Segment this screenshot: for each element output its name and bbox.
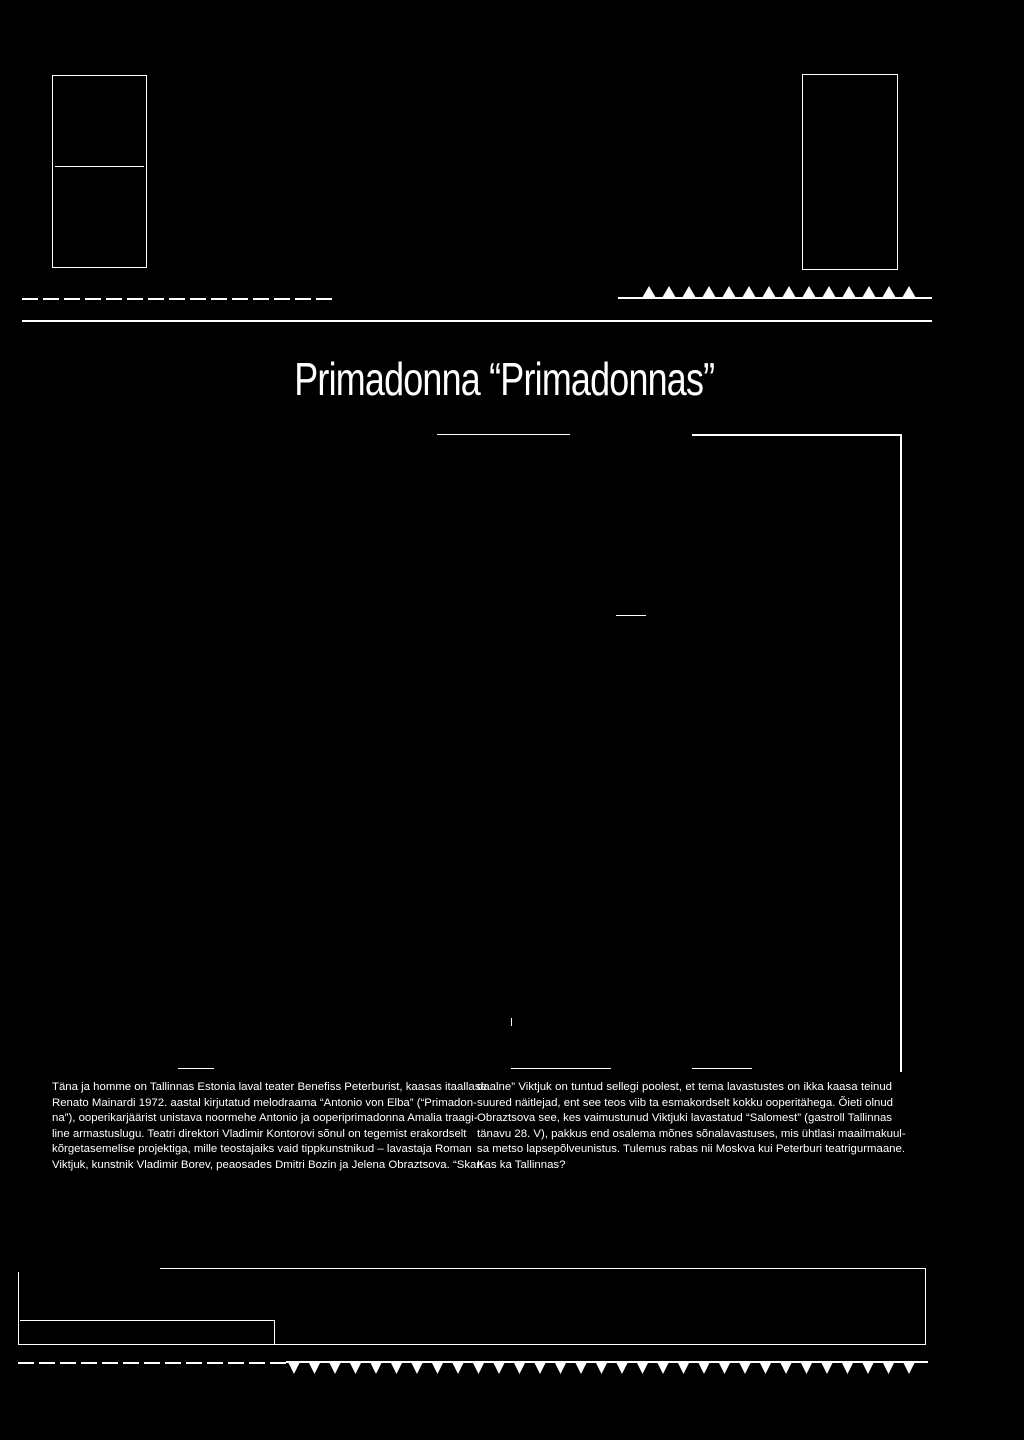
top-left-dashed-rule (22, 298, 334, 300)
top-left-frame-divider (55, 166, 144, 167)
triangle-ornament (288, 1362, 300, 1374)
triangle-ornament (903, 1362, 915, 1374)
bottom-frame-top (160, 1268, 926, 1269)
triangle-ornament (329, 1362, 341, 1374)
triangle-ornament (391, 1362, 403, 1374)
photo-right-edge (900, 434, 902, 1072)
triangle-ornament (493, 1362, 505, 1374)
left-column-line: na”), ooperikarjäärist unistava noormehe Antonio ja ooperiprimadonna Amalia traagi- (52, 1112, 478, 1125)
right-column-line: Obraztsova see, kes vaimustunud Viktjuki lavastatud “Salomest” (gastroll Tallinnas (477, 1112, 892, 1125)
triangle-ornament (842, 1362, 854, 1374)
triangle-ornament (432, 1362, 444, 1374)
bottom-frame-left-edge (18, 1272, 19, 1345)
triangle-ornament (370, 1362, 382, 1374)
left-column-line: Renato Mainardi 1972. aastal kirjutatud melodraama “Antonio von Elba” (“Primadon- (52, 1096, 477, 1109)
right-column-line: daalne” Viktjuk on tuntud sellegi poolest, et tema lavastustes on ikka kaasa teinud (477, 1081, 892, 1093)
triangle-ornament (780, 1362, 792, 1374)
top-left-frame (52, 75, 147, 268)
header-rule (22, 320, 932, 322)
triangle-ornament (534, 1362, 546, 1374)
photo-top-rule-right (692, 434, 902, 436)
triangle-ornament (883, 1362, 895, 1374)
left-column-line: Täna ja homme on Tallinnas Estonia laval teater Benefiss Peterburist, kaasas itaallase (52, 1081, 487, 1093)
triangle-ornament (555, 1362, 567, 1374)
triangle-ornament (657, 1362, 669, 1374)
left-column-line: Viktjuk, kunstnik Vladimir Borev, peaosades Dmitri Bozin ja Jelena Obraztsova. “Skan- (52, 1158, 487, 1171)
triangle-ornament (760, 1362, 772, 1374)
right-column-line: sa metso lapsepõlveunistus. Tulemus rabas nii Moskva kui Peterburi teatrigurmaane. (477, 1143, 905, 1156)
triangle-ornament (575, 1362, 587, 1374)
bottom-frame-inner-top (20, 1320, 275, 1321)
left-column-line: line armastuslugu. Teatri direktori Vladimir Kontorovi sõnul on tegemist erakordselt (52, 1127, 467, 1140)
bottom-frame-inner-right (274, 1320, 275, 1345)
triangle-ornament (616, 1362, 628, 1374)
right-column-line: suured näitlejad, ent see teos viib ta esmakordselt kokku ooperitähega. Õieti olnud (477, 1096, 894, 1109)
article-right-column (477, 1080, 906, 1174)
photo-bottom-rule-left (178, 1068, 214, 1069)
article-left-column (52, 1080, 487, 1174)
triangle-ornament (637, 1362, 649, 1374)
top-right-frame (802, 74, 898, 270)
triangle-ornament (739, 1362, 751, 1374)
triangle-ornament (309, 1362, 321, 1374)
triangle-ornament (801, 1362, 813, 1374)
photo-top-rule-left (437, 434, 570, 435)
triangle-ornament (411, 1362, 423, 1374)
triangle-ornament (596, 1362, 608, 1374)
triangle-ornament (473, 1362, 485, 1374)
photo-bottom-rule-mid (511, 1068, 611, 1069)
photo-mark (616, 615, 646, 616)
triangle-ornament (514, 1362, 526, 1374)
triangle-ornament (719, 1362, 731, 1374)
bottom-triangle-rule (286, 1360, 928, 1376)
article-headline: Primadonna “Primadonnas” (294, 353, 715, 405)
photo-bottom-rule-right (692, 1068, 752, 1069)
triangle-ornament (862, 1362, 874, 1374)
photo-area (165, 440, 899, 1065)
right-column-line: Kas ka Tallinnas? (477, 1158, 566, 1171)
triangle-ornament (678, 1362, 690, 1374)
right-column-line: tänavu 28. V), pakkus end osalema mõnes sõnalavastuses, mis ühtlasi maailmakuul- (477, 1127, 906, 1140)
top-right-triangle-rule (618, 284, 932, 300)
triangle-ornament (698, 1362, 710, 1374)
triangle-ornament (821, 1362, 833, 1374)
left-column-line: kõrgetasemelise projektiga, mille teostajaiks vaid tippkunstnikud – lavastaja Roman (52, 1143, 472, 1156)
bottom-frame-right-edge (925, 1268, 926, 1345)
triangle-ornament (350, 1362, 362, 1374)
bottom-frame-bottom (18, 1344, 926, 1345)
bottom-left-dashed-rule (18, 1362, 286, 1364)
photo-tick (511, 1018, 512, 1026)
triangle-ornament (452, 1362, 464, 1374)
